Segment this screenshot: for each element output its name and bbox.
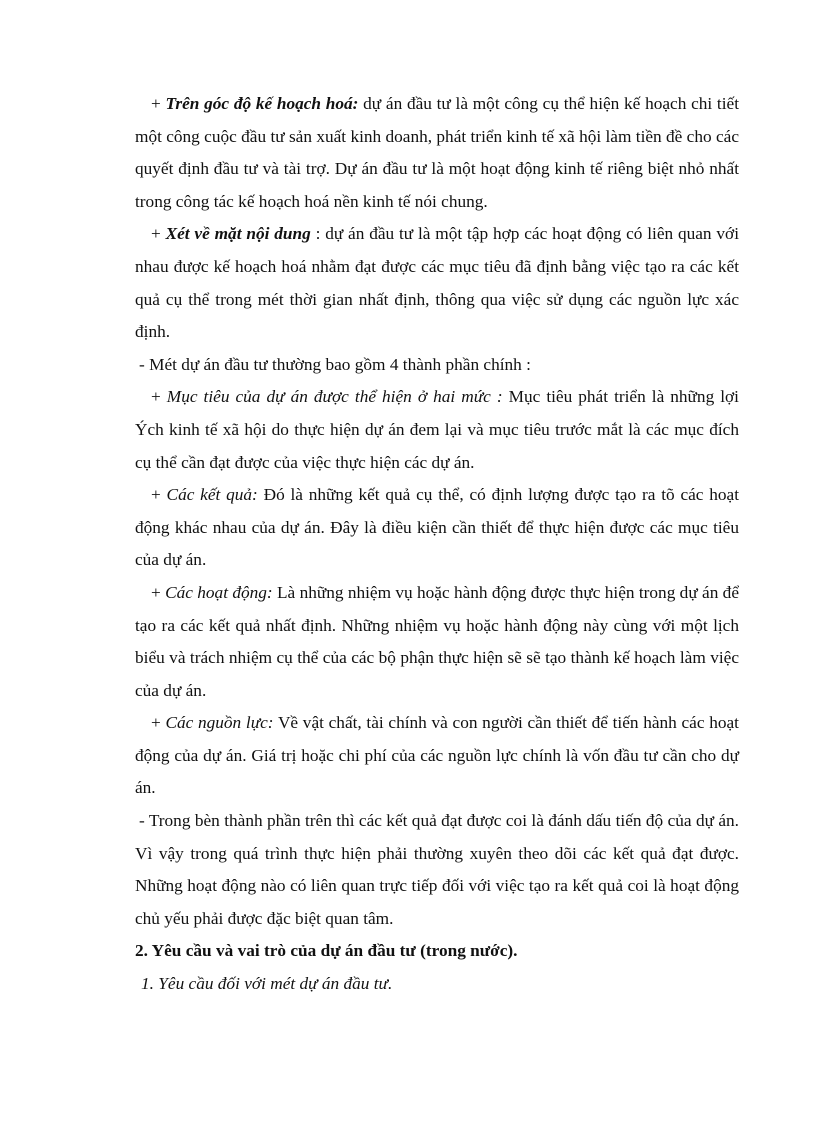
- paragraph-body: Về vật chất, tài chính và con người cần thiết để tiến hành các hoạt động của dự án. Giá trị hoặc chi phí của các nguồn lực chính là vốn đầu tư cần cho dự án.: [135, 713, 739, 798]
- paragraph-body: dự án đầu tư là một công cụ thể hiện kế hoạch chi tiết một công cuộc đầu tư sản xuất kinh doanh, phát triển kinh tế xã hội làm tiền đề cho các quyết định đầu tư và tài trợ. Dự án đầu tư là một hoạt động kinh tế riêng biệt nhỏ nhất trong công tác kế hoạch hoá nền kinh tế nói chung.: [135, 94, 739, 211]
- paragraph-activities: [135, 577, 739, 707]
- paragraph-body: Là những nhiệm vụ hoặc hành động được thực hiện trong dự án để tạo ra các kết quả nhất định. Những nhiệm vụ hoặc hành động này cùng với một lịch biểu và trách nhiệm cụ thể của các bộ phận thực hiện sẽ sẽ tạo thành kế hoạch làm việc của dự án.: [135, 582, 739, 700]
- term-planning-perspective: Trên góc độ kế hoạch hoá:: [165, 94, 359, 113]
- subsection-heading: 1. Yêu cầu đối với mét dự án đầu tư.: [141, 974, 393, 994]
- paragraph-progress-note: - Trong bèn thành phần trên thì các kết quả đạt được coi là đánh dấu tiến độ của dự án. Vì vậy trong quá trình thực hiện phải thường xuyên theo dõi các kết quả đạt được. Những hoạt động nào có liên quan trực tiếp đối với việc tạo ra kết quả coi là hoạt động chủ yếu phải được đặc biệt quan tâm.: [135, 811, 739, 928]
- paragraph-body: Mục tiêu phát triển là những lợi Ých kinh tế xã hội do thực hiện dự án đem lại và mục tiêu trước mắt là các mục đích cụ thể cần đạt được của việc thực hiện các dự án.: [135, 387, 739, 472]
- paragraph-body: : dự án đầu tư là một tập hợp các hoạt động có liên quan với nhau được kế hoạch hoá nhằm đạt được các mục tiêu đã định bằng việc tạo ra các kết quả cụ thể trong mét thời gian nhất định, thông qua việc sử dụng các nguồn lực xác định.: [135, 224, 739, 342]
- paragraph-lead: +: [151, 387, 167, 407]
- paragraph-content-perspective: [135, 218, 739, 348]
- paragraph-lead: +: [151, 224, 166, 244]
- term-objectives: Mục tiêu của dự án được thể hiện ở hai mức :: [166, 387, 503, 407]
- paragraph-lead: +: [151, 582, 166, 602]
- paragraph-results: [135, 479, 739, 577]
- paragraph-objectives: [135, 381, 739, 479]
- section-heading: 2. Yêu cầu và vai trò của dự án đầu tư (trong nước).: [135, 941, 518, 961]
- paragraph-body: Đó là những kết quả cụ thể, có định lượng được tạo ra tõ các hoạt động khác nhau của dự án. Đây là điều kiện cần thiết để thực hiện được các mục tiêu của dự án.: [135, 485, 739, 570]
- paragraph-planning-perspective: [135, 88, 739, 218]
- document-body: [135, 88, 739, 1001]
- term-content-perspective: Xét về mặt nội dung: [165, 224, 311, 244]
- paragraph-lead: +: [151, 485, 167, 505]
- paragraph-lead: +: [151, 94, 166, 113]
- term-results: Các kết quả:: [166, 485, 258, 505]
- paragraph-resources: [135, 707, 739, 805]
- paragraph-lead: +: [151, 713, 166, 733]
- term-resources: Các nguồn lực:: [165, 713, 274, 733]
- term-activities: Các hoạt động:: [165, 582, 273, 602]
- paragraph-components-intro: - Mét dự án đầu tư thường bao gồm 4 thành phần chính :: [139, 354, 531, 374]
